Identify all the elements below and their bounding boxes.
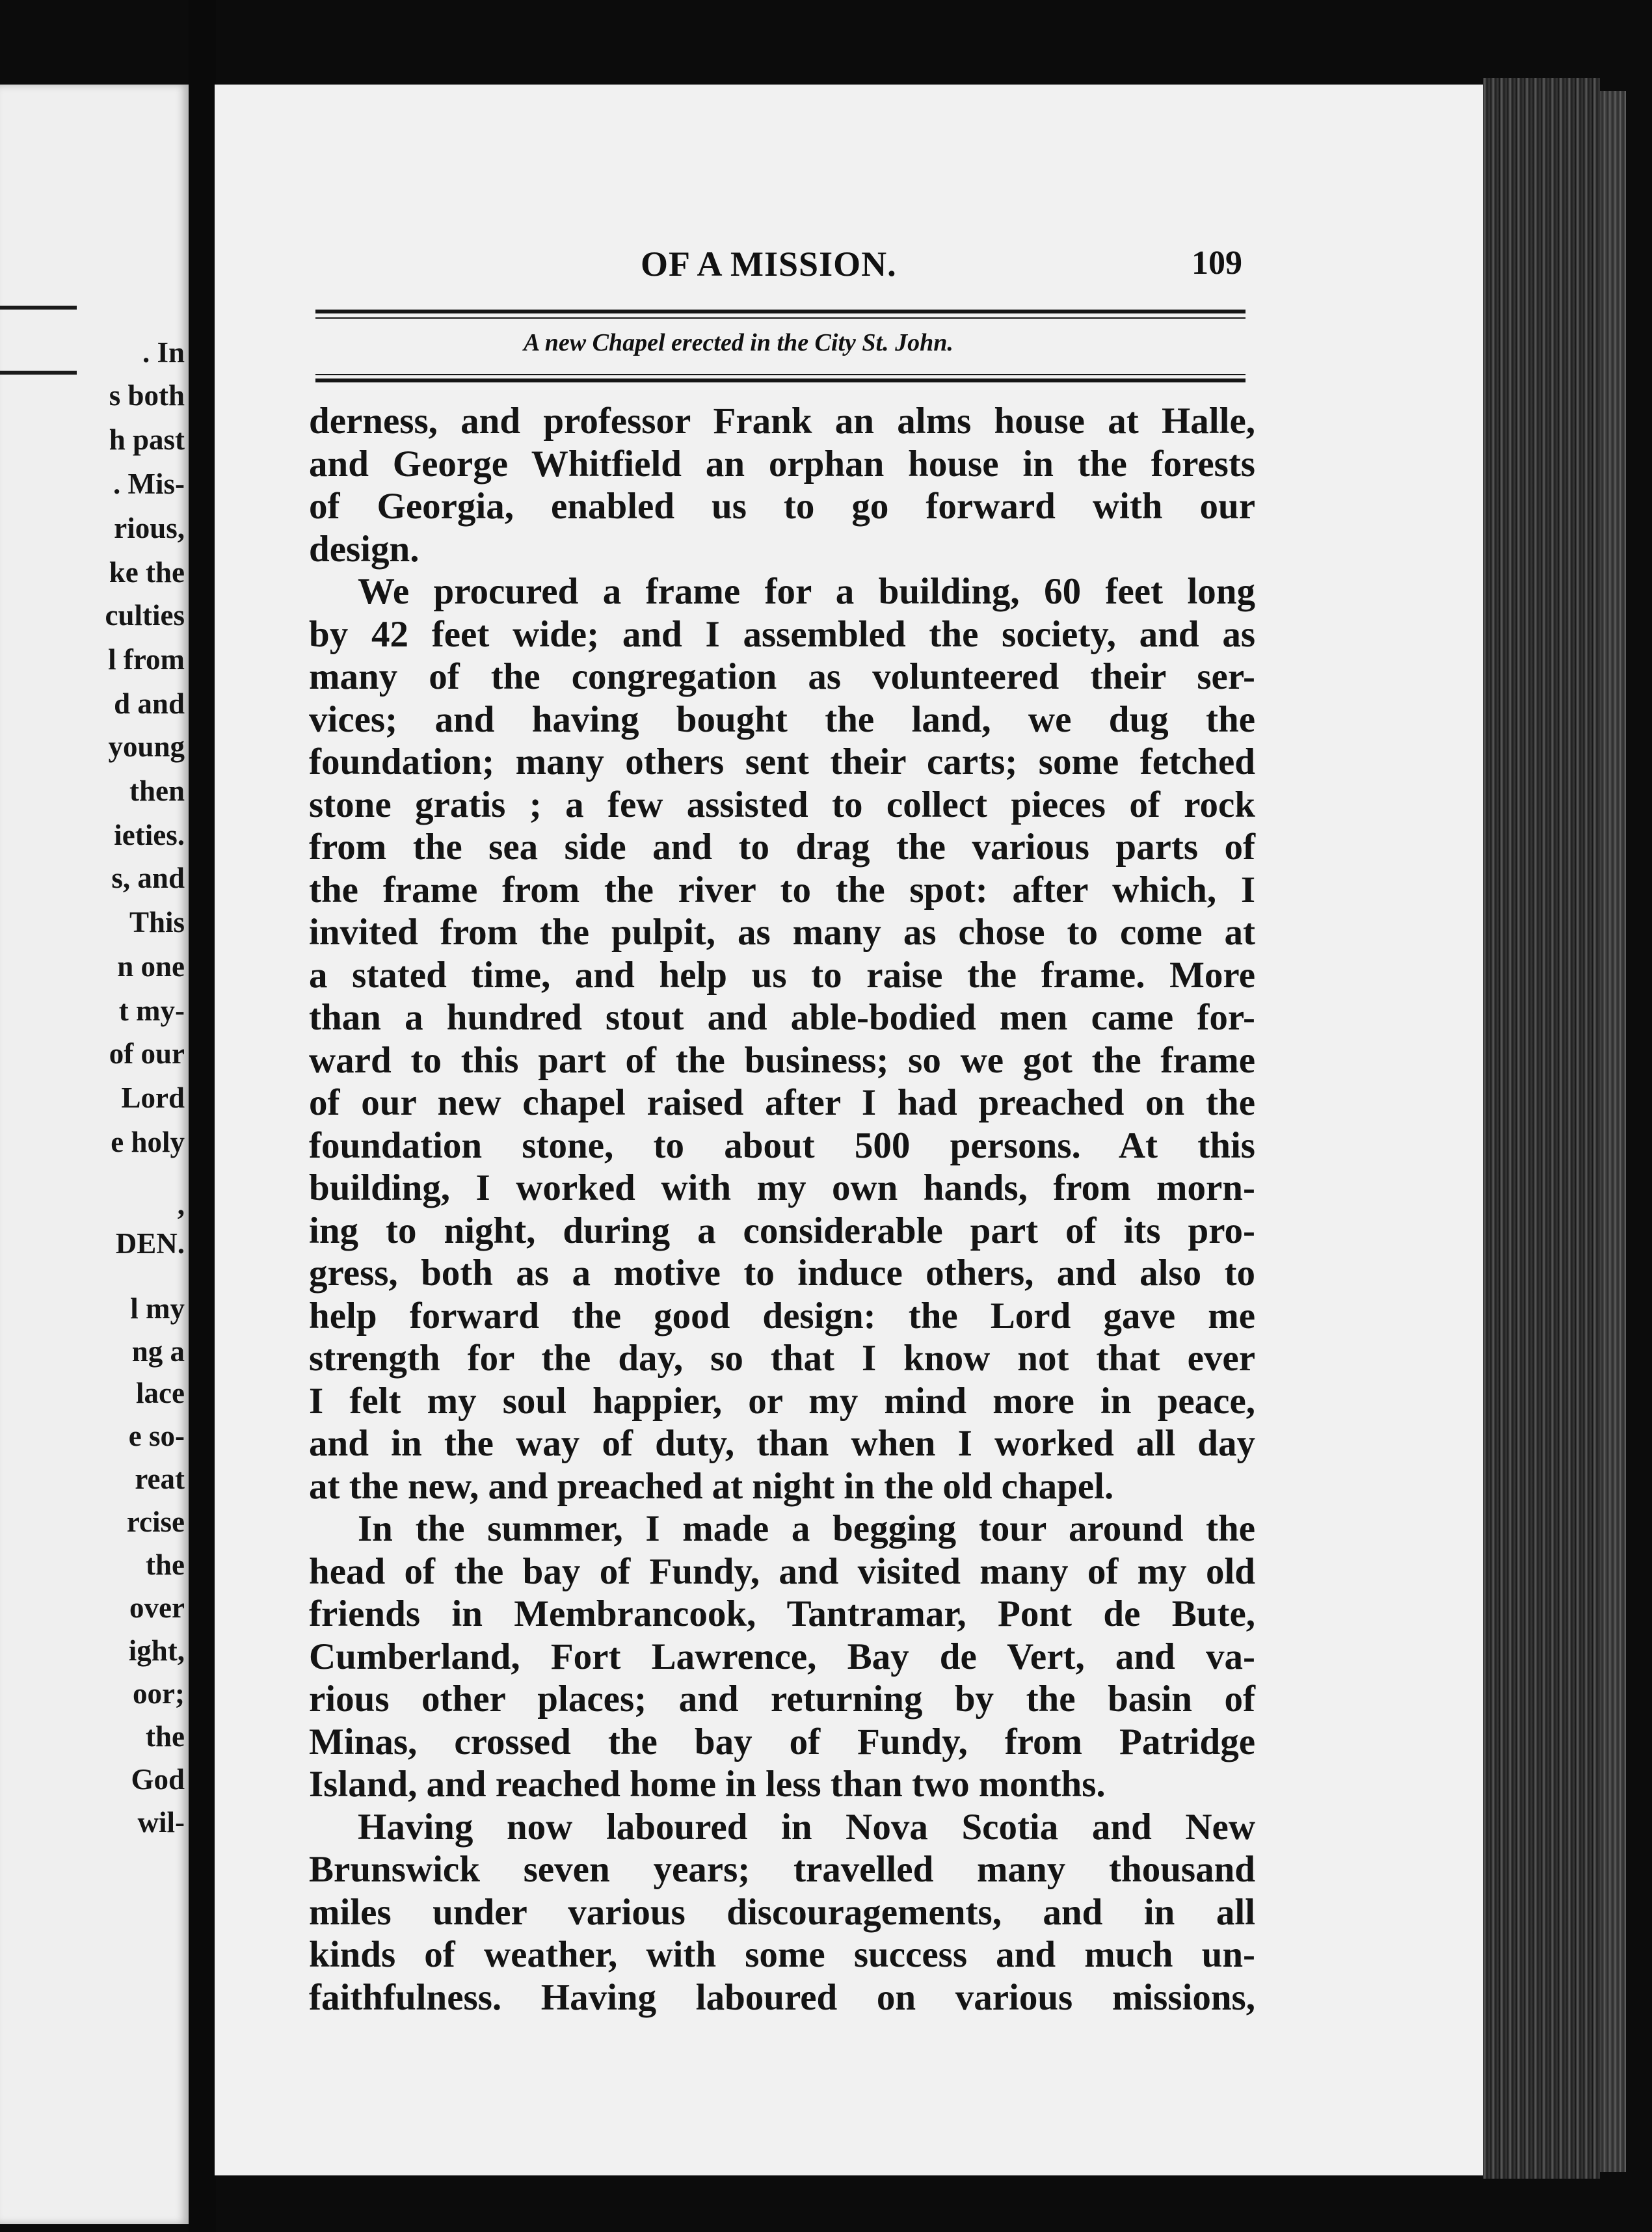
body-text: [309, 400, 1255, 2019]
page-number: 109: [1192, 245, 1242, 282]
text-line: foundation; many others sent their carts; some fetched: [309, 741, 1255, 782]
text-line: miles under various discouragements, and in all: [309, 1891, 1255, 1933]
facing-page-line: God: [131, 1763, 185, 1796]
text-line: kinds of weather, with some success and much un-: [309, 1934, 1255, 1975]
facing-page-line: ,: [177, 1188, 185, 1221]
text-line: Having now laboured in Nova Scotia and New: [358, 1806, 1255, 1848]
text-line: from the sea side and to drag the various parts of: [309, 827, 1255, 868]
facing-page-line: ng a: [131, 1335, 185, 1368]
facing-page: [0, 85, 189, 2224]
facing-page-line: e holy: [111, 1126, 185, 1158]
text-line: many of the congregation as volunteered their ser-: [309, 656, 1255, 697]
text-line: and George Whitfield an orphan house in the forests: [309, 443, 1255, 485]
facing-page-line: ke the: [109, 556, 185, 589]
page-edges-outer: [1600, 91, 1626, 2172]
header-rule-thin: [315, 317, 1246, 319]
text-line: by 42 feet wide; and I assembled the society, and as: [309, 613, 1255, 655]
facing-page-rule: [0, 371, 77, 375]
facing-page-line: the: [146, 1720, 185, 1753]
facing-page-line: e so-: [128, 1420, 185, 1452]
facing-page-rule: [0, 306, 77, 310]
facing-page-line: rious,: [114, 512, 185, 544]
text-line: vices; and having bought the land, we dug the: [309, 698, 1255, 740]
subtitle-rule-thin: [315, 374, 1246, 375]
facing-page-line: of our: [109, 1037, 185, 1070]
text-line: gress, both as a motive to induce others, and also to: [309, 1253, 1255, 1294]
text-line: We procured a frame for a building, 60 feet long: [358, 571, 1255, 612]
facing-page-line: ight,: [128, 1634, 185, 1667]
text-line: invited from the pulpit, as many as chose to come at: [309, 912, 1255, 953]
text-line: I felt my soul happier, or my mind more in peace,: [309, 1380, 1255, 1422]
facing-page-line: lace: [136, 1377, 185, 1409]
text-line: strength for the day, so that I know not that ever: [309, 1338, 1255, 1379]
text-line: help forward the good design: the Lord gave me: [309, 1295, 1255, 1336]
running-head: OF A MISSION.: [641, 245, 897, 284]
facing-page-line: . In: [142, 336, 185, 369]
text-line: design.: [309, 528, 420, 570]
facing-page-line: DEN.: [115, 1227, 185, 1260]
facing-page-line: l from: [108, 643, 185, 676]
facing-page-line: then: [129, 775, 185, 807]
text-line: Cumberland, Fort Lawrence, Bay de Vert, and va-: [309, 1636, 1255, 1677]
text-line: than a hundred stout and able-bodied men came for-: [309, 997, 1255, 1038]
book-gutter: [189, 0, 216, 2232]
facing-page-line: . Mis-: [113, 468, 185, 500]
text-line: faithfulness. Having laboured on various missions,: [309, 1976, 1255, 2018]
facing-page-line: young: [108, 730, 185, 763]
facing-page-line: l my: [130, 1292, 185, 1325]
text-line: Island, and reached home in less than two months.: [309, 1764, 1106, 1805]
text-line: foundation stone, to about 500 persons. At this: [309, 1124, 1255, 1166]
facing-page-line: the: [146, 1548, 185, 1581]
text-line: building, I worked with my own hands, from morn-: [309, 1167, 1255, 1208]
facing-page-line: ieties.: [114, 819, 185, 851]
text-line: the frame from the river to the spot: after which, I: [309, 869, 1255, 910]
text-line: stone gratis ; a few assisted to collect pieces of rock: [309, 784, 1255, 825]
text-line: of our new chapel raised after I had preached on the: [309, 1082, 1255, 1123]
facing-page-line: h past: [109, 423, 185, 456]
text-line: a stated time, and help us to raise the frame. More: [309, 954, 1255, 996]
text-line: ward to this part of the business; so we got the frame: [309, 1039, 1255, 1081]
text-line: derness, and professor Frank an alms house at Halle,: [309, 401, 1255, 442]
facing-page-line: s, and: [111, 862, 185, 894]
facing-page-line: wil-: [137, 1806, 185, 1839]
facing-page-line: d and: [114, 687, 185, 720]
text-line: In the summer, I made a begging tour around the: [358, 1508, 1255, 1549]
text-line: head of the bay of Fundy, and visited many of my old: [309, 1550, 1255, 1592]
facing-page-line: s both: [109, 379, 185, 412]
facing-page-line: over: [129, 1591, 185, 1624]
facing-page-line: oor;: [133, 1677, 185, 1710]
text-line: Minas, crossed the bay of Fundy, from Patridge: [309, 1721, 1255, 1762]
facing-page-line: This: [129, 906, 185, 938]
page-edges: [1483, 78, 1600, 2179]
facing-page-line: reat: [135, 1463, 185, 1495]
facing-page-line: Lord: [121, 1082, 185, 1114]
subtitle-rule-thick: [315, 379, 1246, 382]
text-line: Brunswick seven years; travelled many thousand: [309, 1849, 1255, 1890]
facing-page-line: t my-: [118, 994, 185, 1027]
chapter-subtitle: A new Chapel erected in the City St. John.: [524, 329, 953, 356]
facing-page-line: rcise: [126, 1506, 185, 1538]
text-line: of Georgia, enabled us to go forward with our: [309, 486, 1255, 527]
header-rule-thick: [315, 310, 1246, 313]
facing-page-line: n one: [117, 950, 185, 983]
text-line: ing to night, during a considerable part of its pro-: [309, 1210, 1255, 1251]
text-line: friends in Membrancook, Tantramar, Pont de Bute,: [309, 1593, 1255, 1634]
text-line: and in the way of duty, than when I worked all day: [309, 1423, 1255, 1464]
text-line: rious other places; and returning by the basin of: [309, 1679, 1255, 1720]
text-line: at the new, and preached at night in the old chapel.: [309, 1465, 1114, 1507]
facing-page-line: culties: [105, 599, 185, 631]
